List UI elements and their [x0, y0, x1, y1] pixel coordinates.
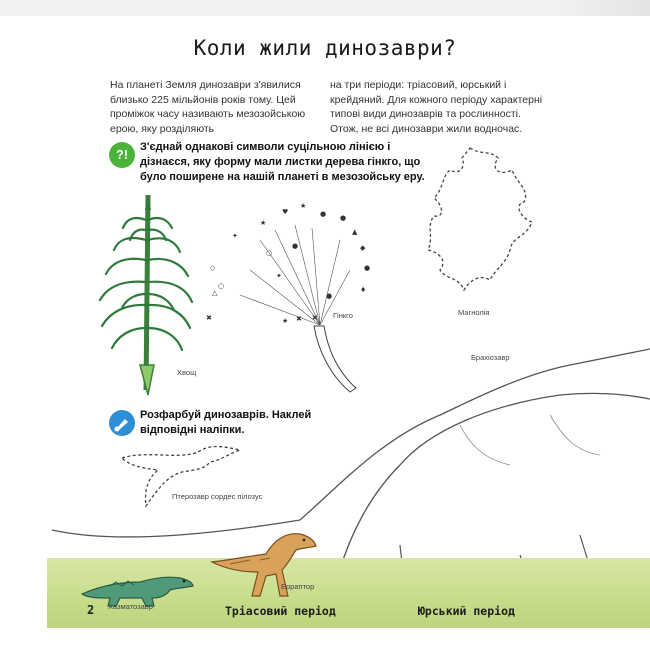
- svg-text:✖: ✖: [296, 315, 302, 323]
- intro-text-right: на три періоди: тріасовий, юрський і крейдяний. Для кожного періоду характерні типові види динозаврів та рослинності. Отож, не всі динозаври жили водночас.: [330, 79, 543, 135]
- question-exclamation-icon: [109, 142, 135, 168]
- page-title: Коли жили динозаври?: [193, 36, 457, 60]
- task-color-dinosaurs: Розфарбуй динозаврів. Наклей відповідні наліпки.: [140, 409, 312, 436]
- svg-text:✖: ✖: [206, 314, 212, 322]
- brachiosaurus-label: Брахіозавр: [471, 353, 510, 362]
- svg-text:○: ○: [218, 282, 225, 290]
- task-connect-symbols: З'єднай однакові символи суцільною лінією і дізнаєся, яку форму мали листки дерева гінкго, що було поширене на нашій планеті в мезозойську еру.: [140, 141, 425, 183]
- svg-text:◇: ◇: [210, 264, 216, 272]
- svg-text:♥: ♥: [282, 208, 289, 216]
- period-triassic: Тріасовий період: [225, 604, 336, 618]
- svg-text:★: ★: [300, 202, 307, 210]
- svg-text:●: ●: [326, 292, 333, 300]
- magnolia-outline: [420, 140, 540, 300]
- svg-text:●: ●: [340, 214, 347, 222]
- svg-text:✦: ✦: [276, 272, 282, 280]
- horsetail-label: Хвощ: [177, 368, 197, 377]
- svg-text:△: △: [212, 289, 218, 297]
- pterosaur-label: Птерозавр сордес пілозус: [172, 492, 263, 501]
- period-jurassic: Юрський період: [418, 604, 515, 618]
- brachiosaurus-outline: [40, 335, 650, 595]
- svg-text:★: ★: [260, 219, 267, 227]
- svg-text:○: ○: [266, 249, 273, 257]
- eoraptor-label: Еораптор: [281, 582, 315, 591]
- magnolia-label: Магнолія: [458, 308, 490, 317]
- top-bar-stripe: [560, 0, 650, 16]
- top-bar: [0, 0, 650, 16]
- page-number: 2: [87, 603, 95, 617]
- svg-text:✦: ✦: [232, 232, 238, 240]
- svg-text:●: ●: [364, 264, 371, 272]
- intro-text-left: На планеті Земля динозаври з'явилися близько 225 мільйонів років тому. Цей проміжок часу називають мезозойською ерою, яку розділяють: [110, 79, 306, 135]
- svg-text:★: ★: [282, 317, 289, 325]
- svg-text:◆: ◆: [360, 244, 366, 252]
- svg-text:▲: ▲: [352, 228, 358, 236]
- badge-q-text: ?!: [115, 147, 129, 162]
- svg-text:♦: ♦: [360, 286, 367, 294]
- ginkgo-label: Гінкго: [333, 311, 353, 320]
- chasmatosaurus-label: Хазматозавр: [108, 602, 153, 611]
- svg-text:●: ●: [320, 210, 327, 218]
- svg-text:✖: ✖: [312, 314, 318, 322]
- svg-text:●: ●: [292, 242, 299, 250]
